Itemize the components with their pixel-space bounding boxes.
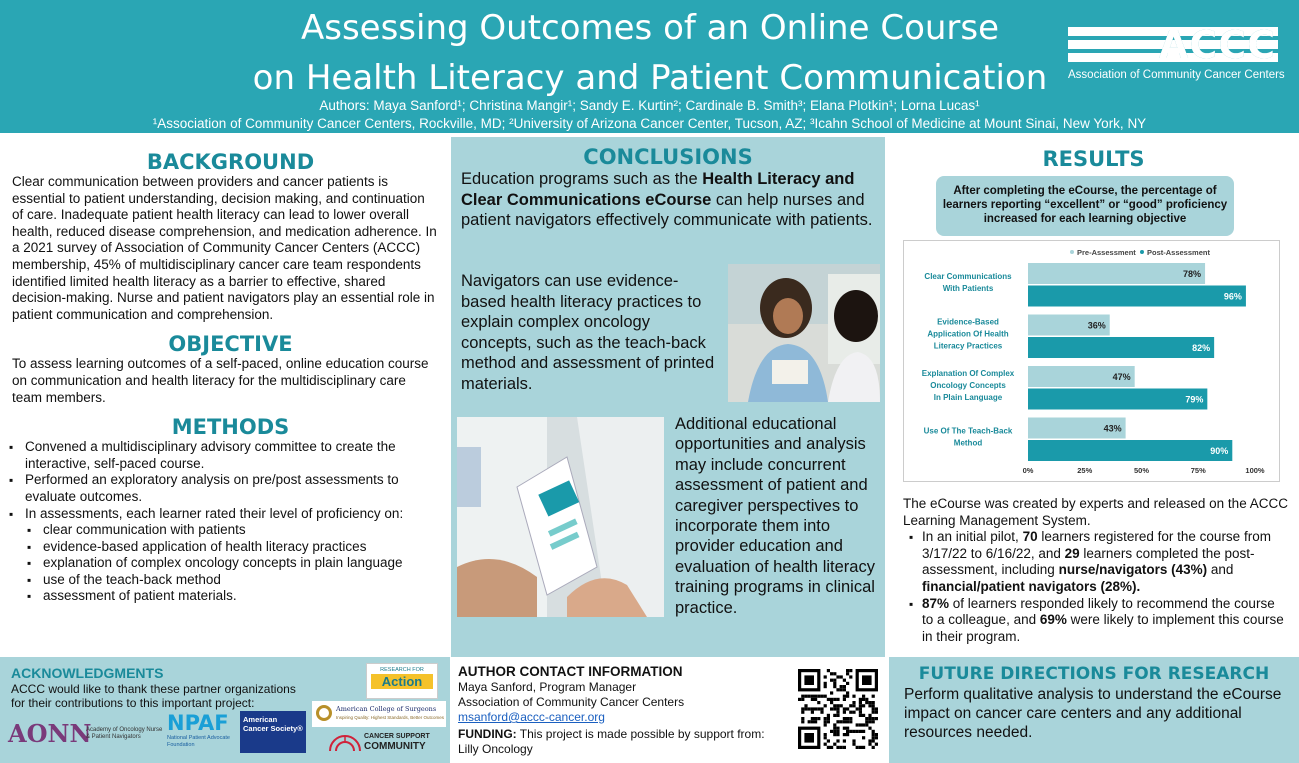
acs-wordmark: American Cancer Society® [243,715,303,733]
aonn-logo [8,719,92,748]
methods-subitem: ▪ evidence-based application of health literacy practices [3,539,448,556]
conclusions-heading: CONCLUSIONS [583,145,753,169]
npaf-subtitle: National Patient Advocate Foundation [167,735,230,748]
acknowledgments-panel [0,657,450,763]
nurse-navigator-pct: nurse/navigators (43%) [1058,562,1208,578]
middle-column [451,137,885,657]
acos-wordmark: American College of Surgeons [336,705,437,713]
npaf-wordmark: NPAF [167,711,229,735]
future-directions-panel [889,657,1299,763]
results-text [903,496,1289,645]
npaf-logo [167,711,231,751]
results-chart [903,240,1280,482]
methods-subitem: ▪ assessment of patient materials. [3,588,448,605]
conclusions-p2: Navigators can use evidence-based health literacy practices to explain complex oncology concepts, such as the teach-back method and assessment of printed materials. [461,272,715,393]
recommend-pct: 87% [922,595,950,611]
results-item-1-text: and [1207,562,1234,578]
category-label: Clear Communications [924,272,1012,281]
results-item-2 [903,596,1289,646]
objective-heading: OBJECTIVE [168,332,293,357]
category-label: Method [953,438,983,448]
bar-value-label: 78% [1183,269,1202,279]
category-label: With Patients [942,284,994,293]
authors-block [0,97,1299,133]
poster-header [0,0,1299,133]
acos-subtitle: Inspiring Quality: Highest Standards, Better Outcomes [336,715,445,720]
results-summary: The eCourse was created by experts and released on the ACCC Learning Management System. [903,496,1288,528]
x-tick-label: 50% [1133,466,1150,475]
results-item-1-text: learners registered for the course from 3/17/22 to 6/16/22, and [922,529,1271,561]
registered-count: 70 [1022,529,1038,545]
results-item-2-text: were likely to implement this course in their program. [922,612,1284,644]
aonn-wordmark: AONN [8,719,92,748]
methods-list [3,439,440,522]
bar-value-label: 96% [1223,291,1242,302]
legend-swatch [1140,250,1144,254]
bar-value-label: 36% [1087,320,1106,331]
navigator-photo [728,264,880,402]
title-line-2: on Health Literacy and Patient Communication [252,58,1048,98]
left-column [3,138,448,654]
bar-value-label: 43% [1103,423,1122,434]
x-tick-label: 100% [1245,466,1265,475]
conclusions-p1-text: Education programs such as the [461,170,703,188]
methods-item: ▪ In assessments, each learner rated their level of proficiency on: [3,506,440,523]
methods-subitem: ▪ explanation of complex oncology concepts in plain language [3,555,448,572]
bar-value-label: 47% [1112,372,1131,382]
bar-pre-assessment [1028,263,1205,284]
category-label: In Plain Language [933,393,1003,402]
title-line-1: Assessing Outcomes of an Online Course [300,8,1000,48]
acos-seal-icon [315,704,333,722]
poster-footer [0,657,1299,763]
contact-org: Association of Community Cancer Centers [458,695,685,709]
results-callout: After completing the eCourse, the percentage of learners reporting “excellent” or “good” proficiency increased for each learning objective [936,176,1234,236]
bar-post-assessment [1028,440,1232,461]
background-text: Clear communication between providers and cancer patients is essential to patient understanding, decision making, and continuation of care. Inadequate patient health literacy can lead to lower overall health, reduced disease comprehension, and medication adherence. In a 2021 survey of Association of Community Cancer Centers (ACCC) membership, 45% of multidisciplinary cancer care team respondents identified limited health literacy as a barrier to effective, shared decision-making. Nurse and patient navigators play an essential role in patient communication and comprehension. [12,174,437,322]
bar-value-label: 82% [1192,343,1211,353]
acknowledgments-heading: ACKNOWLEDGMENTS [11,665,164,681]
affiliations: ¹Association of Community Cancer Centers, Rockville, MD; ²University of Arizona Cancer Center, Tucson, AZ; ³Icahn School of Medicine at Mount Sinai, New York, NY [152,116,1147,131]
results-item-1-text: In an initial pilot, [922,529,1023,545]
bar-post-assessment [1028,286,1246,307]
funding-text: This project is made possible by support from: [516,727,765,741]
implement-pct: 69% [1039,612,1067,628]
logo-subtitle: Association of Community Cancer Centers [1068,69,1285,81]
results-heading: RESULTS [1042,147,1145,171]
contact-name: Maya Sanford, Program Manager [458,680,637,694]
conclusions-p3: Additional educational opportunities and analysis may include concurrent assessment of patient and caregiver perspectives to incorporate them into provider education and evaluation of health literacy training programs in clinical practice. [675,415,875,617]
bar-value-label: 79% [1185,394,1204,405]
qr-code-icon[interactable] [798,669,878,749]
contact-email-link[interactable]: msanford@accc-cancer.org [458,710,605,724]
future-text: Perform qualitative analysis to understand the eCourse impact on cancer care centers and any additional resources needed. [904,686,1282,741]
cscn-wordmark: COMMUNITY [364,741,426,752]
financial-navigator-pct: financial/patient navigators (28%). [922,578,1141,594]
aonn-subtitle: Academy of Oncology Nurse & Patient Navigators [86,727,163,740]
legend-label: Post-Assessment [1147,248,1210,257]
conclusions-p1 [461,169,877,231]
future-heading: FUTURE DIRECTIONS FOR RESEARCH [918,664,1270,684]
category-label: Evidence-Based [937,317,999,327]
results-chart-svg [904,241,1281,483]
authors: Authors: Maya Sanford¹; Christina Mangir¹; Sandy E. Kurtin²; Cardinale B. Smith³; Elana Plotkin¹; Lorna Lucas¹ [319,98,980,113]
research-for-action-logo [366,663,438,699]
x-tick-label: 25% [1077,466,1093,475]
sunburst-icon [328,735,362,751]
category-label: Application Of Health [927,329,1009,339]
legend-label: Pre-Assessment [1077,248,1136,257]
methods-subitem: ▪ clear communication with patients [3,522,448,539]
background-heading: BACKGROUND [146,150,315,174]
bar-value-label: 90% [1210,446,1229,456]
cancer-support-community-logo [328,731,444,753]
methods-heading: METHODS [171,415,290,440]
rfa-wordmark: Action [371,674,433,689]
completed-count: 29 [1064,545,1080,561]
methods-subitem: ▪ use of the teach-back method [3,572,448,589]
methods-item: ▪ Performed an exploratory analysis on pre/post assessments to evaluate outcomes. [3,472,440,505]
category-label: Oncology Concepts [930,381,1006,390]
results-item-2-text: of learners responded likely to recommend the course to a colleague, and [922,595,1275,628]
category-label: Explanation Of Complex [921,369,1015,378]
results-item-1-text: learners completed the post-assessment, including [922,545,1255,578]
x-tick-label: 0% [1022,466,1034,475]
funding-info [458,727,798,756]
accc-logo [1068,23,1285,85]
methods-item: ▪ Convened a multidisciplinary advisory committee to create the interactive, self-paced course. [3,439,440,472]
brochure-photo [457,417,664,617]
logo-wordmark: ACCC [1158,23,1276,67]
acknowledgments-text: ACCC would like to thank these partner organizations for their contributions to this important project: [11,682,296,710]
x-tick-label: 75% [1190,466,1206,475]
bar-post-assessment [1028,389,1207,410]
contact-panel [451,657,888,763]
results-item-1 [903,529,1289,595]
funder-name: Lilly Oncology [458,741,533,756]
methods-sublist [3,522,448,605]
contact-heading: AUTHOR CONTACT INFORMATION [458,664,683,679]
acs-surgeons-logo [312,701,446,727]
bar-post-assessment [1028,337,1214,358]
funding-label: FUNDING: [458,727,517,741]
ecourse-name: Health Literacy and Clear Communications eCourse [461,170,855,209]
cscn-top: CANCER SUPPORT [364,733,430,740]
category-label: Literacy Practices [933,341,1003,351]
contact-info [458,680,684,725]
category-label: Use Of The Teach-Back [923,426,1013,436]
objective-text: To assess learning outcomes of a self-paced, online education course on communication and health literacy for the multidisciplinary care team members. [12,356,429,405]
legend-swatch [1070,250,1074,254]
results-list [903,529,1289,645]
rfa-top: RESEARCH FOR [380,667,424,673]
conclusions-p1-text-end: can help nurses and patient navigators effectively communicate with patients. [461,190,873,229]
acs-logo [240,711,306,753]
poster-title [160,3,1140,103]
